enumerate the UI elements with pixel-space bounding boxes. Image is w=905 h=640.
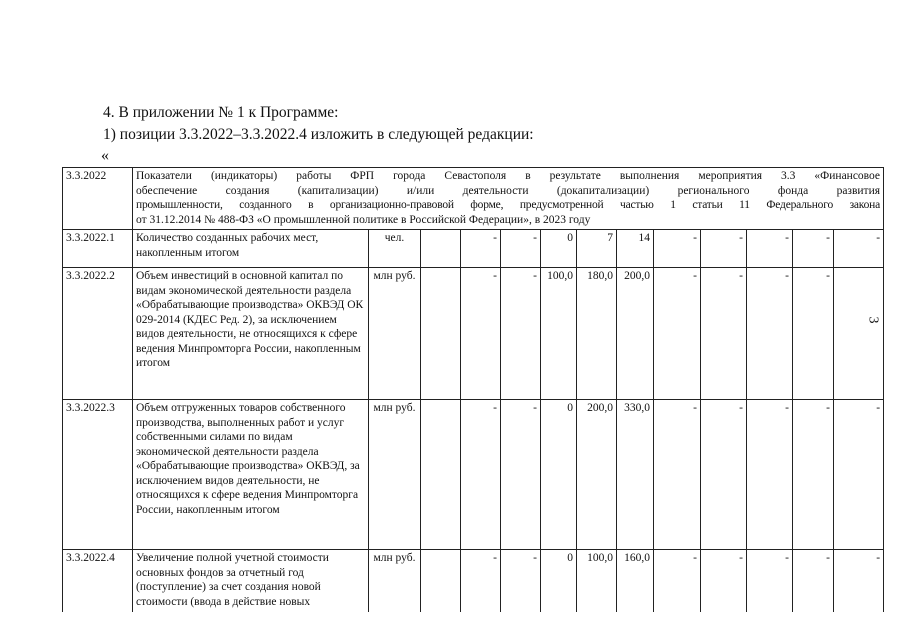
row-unit: млн руб.: [369, 550, 421, 613]
table-row: [63, 550, 884, 613]
row-value: -: [701, 550, 747, 613]
row-value: -: [793, 400, 834, 550]
row-indicator: Объем отгруженных товаров собственного производства, выполненных работ и услуг собственными силами по видам экономической деятельности раздела «Обрабатывающие производства» ОКВЭД, за исключением видов деятельности, не относящихся к сфере ведения Минпромторга России, накопленным итогом: [133, 400, 369, 550]
row-value: -: [654, 268, 701, 400]
row-code: 3.3.2022.1: [63, 230, 133, 268]
row-value: -: [501, 550, 541, 613]
section-title: [133, 168, 884, 230]
row-value: -: [654, 400, 701, 550]
row-empty-cell: [421, 400, 461, 550]
row-value: -: [501, 268, 541, 400]
row-value: -: [701, 230, 747, 268]
row-indicator: Количество созданных рабочих мест, накопленным итогом: [133, 230, 369, 268]
row-value: 7: [577, 230, 617, 268]
row-value: -: [747, 230, 793, 268]
row-value: -: [461, 268, 501, 400]
row-value: 0: [541, 550, 577, 613]
row-value: -: [654, 550, 701, 613]
section-title-line: обеспечение создания (капитализации) и/или деятельности (докапитализации) регионального фонда развития: [136, 184, 881, 197]
row-value: 100,0: [541, 268, 577, 400]
row-value: -: [501, 400, 541, 550]
row-value: -: [834, 400, 884, 550]
table-row: [63, 268, 884, 400]
row-value: 200,0: [617, 268, 654, 400]
row-indicator: Объем инвестиций в основной капитал по видам экономической деятельности раздела «Обрабатывающие производства» ОКВЭД ОК 029-2014 (КДЕС Ред. 2), за исключением видов деятельности, не относящихся к сфере ведения Минпромторга России, накопленным итогом: [133, 268, 369, 400]
page-number: 3: [865, 316, 881, 324]
opening-quote: «: [101, 147, 109, 164]
section-code: 3.3.2022: [63, 168, 133, 230]
row-value: 200,0: [577, 400, 617, 550]
row-value: 0: [541, 400, 577, 550]
row-value: -: [793, 230, 834, 268]
row-value: [834, 268, 884, 400]
row-empty-cell: [421, 550, 461, 613]
row-value: -: [793, 550, 834, 613]
row-value: 0: [541, 230, 577, 268]
row-value: -: [834, 550, 884, 613]
row-value: 180,0: [577, 268, 617, 400]
row-code: 3.3.2022.3: [63, 400, 133, 550]
indicators-table: [62, 167, 884, 612]
row-value: 330,0: [617, 400, 654, 550]
row-empty-cell: [421, 230, 461, 268]
row-value: -: [747, 550, 793, 613]
row-value: -: [501, 230, 541, 268]
row-value: -: [461, 230, 501, 268]
row-indicator: Увеличение полной учетной стоимости основных фондов за отчетный год (поступление) за счет создания новой стоимости (ввода в действие новых: [133, 550, 369, 613]
row-value: -: [654, 230, 701, 268]
row-value: 14: [617, 230, 654, 268]
heading-appendix: 4. В приложении № 1 к Программе:: [103, 104, 339, 121]
row-value: 160,0: [617, 550, 654, 613]
row-unit: млн руб.: [369, 400, 421, 550]
row-empty-cell: [421, 268, 461, 400]
row-value: 100,0: [577, 550, 617, 613]
row-value: -: [793, 268, 834, 400]
row-value: -: [461, 550, 501, 613]
heading-positions: 1) позиции 3.3.2022–3.3.2022.4 изложить в следующей редакции:: [103, 126, 534, 143]
section-title-line: от 31.12.2014 № 488-ФЗ «О промышленной политике в Российской Федерации», в 2023 году: [136, 213, 591, 226]
section-title-line: промышленности, созданного в организационно-правовой форме, предусмотренной частью 1 статьи 11 Федерального закона: [136, 199, 881, 211]
row-code: 3.3.2022.4: [63, 550, 133, 613]
table-row: [63, 230, 884, 268]
row-unit: чел.: [369, 230, 421, 268]
row-unit: млн руб.: [369, 268, 421, 400]
section-title-line: Показатели (индикаторы) работы ФРП города Севастополя в результате выполнения мероприятия 3.3 «Финансовое: [136, 170, 881, 182]
row-code: 3.3.2022.2: [63, 268, 133, 400]
row-value: -: [834, 230, 884, 268]
row-value: -: [461, 400, 501, 550]
row-value: -: [747, 268, 793, 400]
row-value: -: [747, 400, 793, 550]
section-row: [63, 168, 884, 230]
row-value: -: [701, 400, 747, 550]
row-value: -: [701, 268, 747, 400]
table-row: [63, 400, 884, 550]
